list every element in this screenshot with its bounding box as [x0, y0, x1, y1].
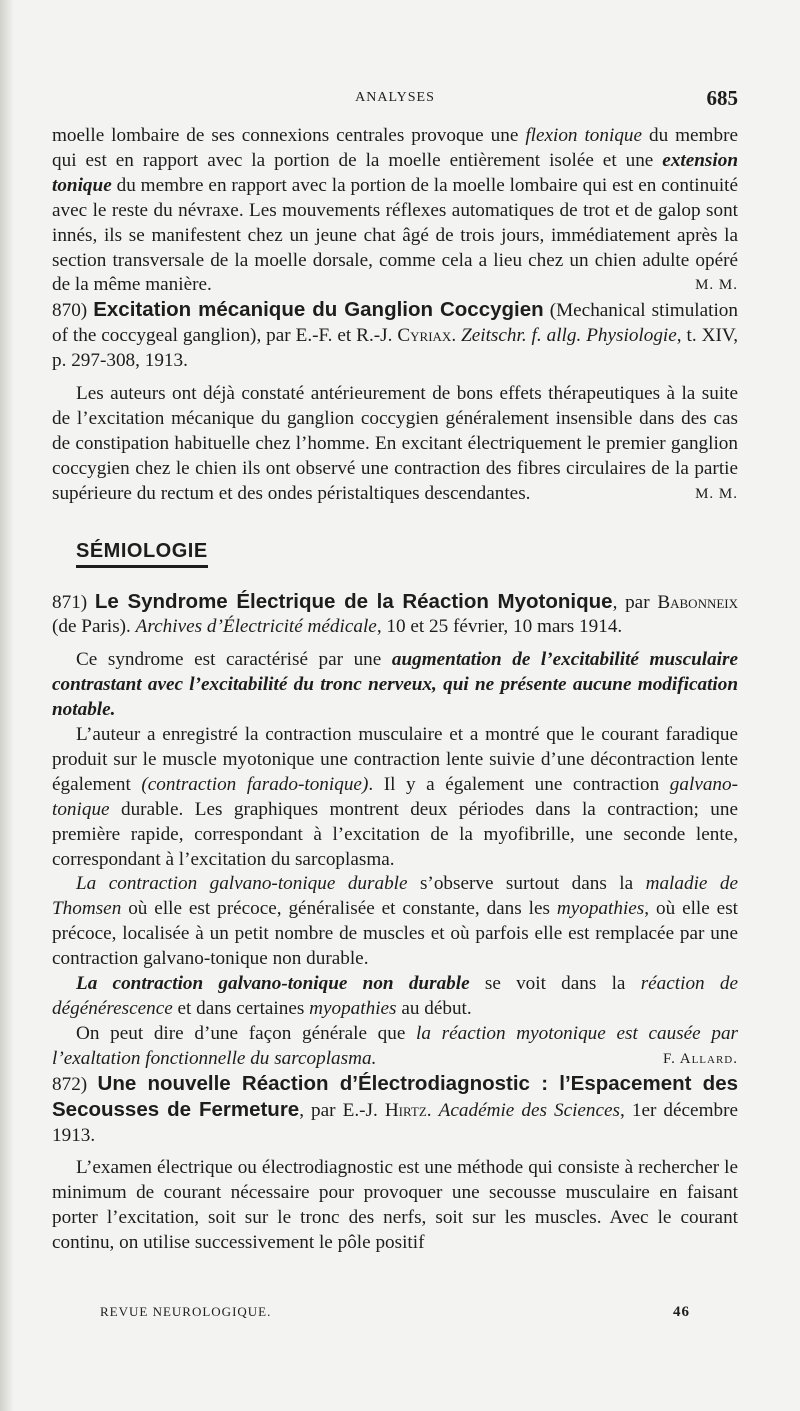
article-body	[52, 124, 738, 1256]
entry-871-paragraph-3: La contraction galvano-tonique durable s’observe surtout dans la maladie de Thomsen où elle est précoce, généralisée et constante, dans les myopathies, où elle est précoce, localisée à un petit nombre de muscles et où parfois elle est remplacée par une contraction galvano-tonique non durable.	[52, 873, 738, 970]
entry-872-heading: 872) Une nouvelle Réaction d’Électrodiagnostic : l’Espacement des Secousses de Fermeture, par E.-J. Hirtz. Académie des Sciences, 1er décembre 1913.	[52, 1071, 739, 1146]
running-title: ANALYSES	[355, 90, 435, 105]
journal: Académie des Sciences	[438, 1099, 621, 1121]
author: R.-J. Cyriax	[356, 325, 452, 347]
page-footer	[100, 1304, 690, 1320]
scan-edge-shadow	[0, 0, 14, 1411]
author: E.-J. Hirtz	[342, 1099, 427, 1121]
journal: Archives d’Électricité médicale	[135, 616, 377, 638]
entry-title: Une nouvelle Réaction d’Électrodiagnostic : l’Espacement des Secousses de Fermeture	[52, 1071, 739, 1121]
author: Babonneix	[657, 591, 739, 613]
entry-870-heading: 870) Excitation mécanique du Ganglion Coccygien (Mechanical stimulation of the coccygeal ganglion), par E.-F. et R.-J. Cyriax. Zeitschr. f. allg. Physiologie, t. XIV, p. 297-308, 1913.	[52, 298, 739, 372]
page-number: 685	[706, 86, 738, 110]
entry-871-heading: 871) Le Syndrome Électrique de la Réaction Myotonique, par Babonneix (de Paris). Archives d’Électricité médicale, 10 et 25 février, 10 mars 1914.	[52, 589, 739, 638]
entry-number: 872)	[52, 1073, 88, 1095]
entry-number: 871)	[52, 591, 88, 613]
entry-title: Le Syndrome Électrique de la Réaction Myotonique	[94, 589, 613, 613]
signature: M. M.	[695, 485, 738, 502]
entry-870-body: Les auteurs ont déjà constaté antérieurement de bons effets thérapeutiques à la suite de l’excitation mécanique du ganglion coccygien généralement insensible dans des cas de constipation habituelle chez l’homme. En excitant électriquement le premier ganglion coccygien chez le chien ils ont observé une contraction des fibres circulaires de la partie supérieure du rectum et des ondes péristaltiques descendantes. M. M.	[52, 382, 738, 507]
signature-number: 46	[673, 1304, 690, 1320]
continuation-paragraph: moelle lombaire de ses connexions centrales provoque une flexion tonique du membre qui est en rapport avec la portion de la moelle entièrement isolée et une extension tonique du membre en rapport avec la portion de la moelle lombaire qui est en continuité avec le reste du névraxe. Les mouvements réflexes automatiques de trot et de galop sont innés, ils se manifestent chez un jeune chat âgé de trois jours, immédiatement après la section transversale de la moelle dorsale, comme cela a lieu chez un chien adulte opéré de la même manière. M. M.	[52, 124, 738, 298]
signature: M. M.	[695, 277, 738, 294]
entry-871-paragraph-1: Ce syndrome est caractérisé par une augmentation de l’excitabilité musculaire contrastant avec l’excitabilité du tronc nerveux, qui ne présente aucune modification notable.	[52, 649, 738, 721]
entry-871-paragraph-2: L’auteur a enregistré la contraction musculaire et a montré que le courant faradique produit sur le muscle myotonique une contraction lente suivie d’une décontraction lente également (contraction farado-tonique). Il y a également une contraction galvano-tonique durable. Les graphiques montrent deux périodes dans la contraction; une première rapide, correspondant à l’excitation de la myofibrille, une seconde lente, correspondant à l’excitation du sarcoplasma.	[52, 724, 739, 870]
signature: F. Allard.	[662, 1050, 738, 1067]
section-heading: SÉMIOLOGIE	[76, 539, 208, 568]
entry-872-body: L’examen électrique ou électrodiagnostic est une méthode qui consiste à rechercher le minimum de courant nécessaire pour provoquer une secousse musculaire en faisant porter l’excitation, soit sur le tronc des nerfs, soit sur les muscles. Avec le courant continu, on utilise successivement le pôle positif	[52, 1157, 738, 1254]
entry-871-paragraph-4: La contraction galvano-tonique non durable se voit dans la réaction de dégénérescence et dans certaines myopathies au début.	[52, 973, 738, 1019]
entry-871-paragraph-5: On peut dire d’une façon générale que la réaction myotonique est causée par l’exaltation fonctionnelle du sarcoplasma. F. Allard.	[52, 1022, 738, 1072]
entry-title: Excitation mécanique du Ganglion Coccygien	[93, 298, 544, 322]
footer-journal: REVUE NEUROLOGIQUE.	[100, 1304, 272, 1319]
journal: Zeitschr. f. allg. Physiologie	[461, 325, 677, 347]
entry-number: 870)	[52, 300, 88, 322]
